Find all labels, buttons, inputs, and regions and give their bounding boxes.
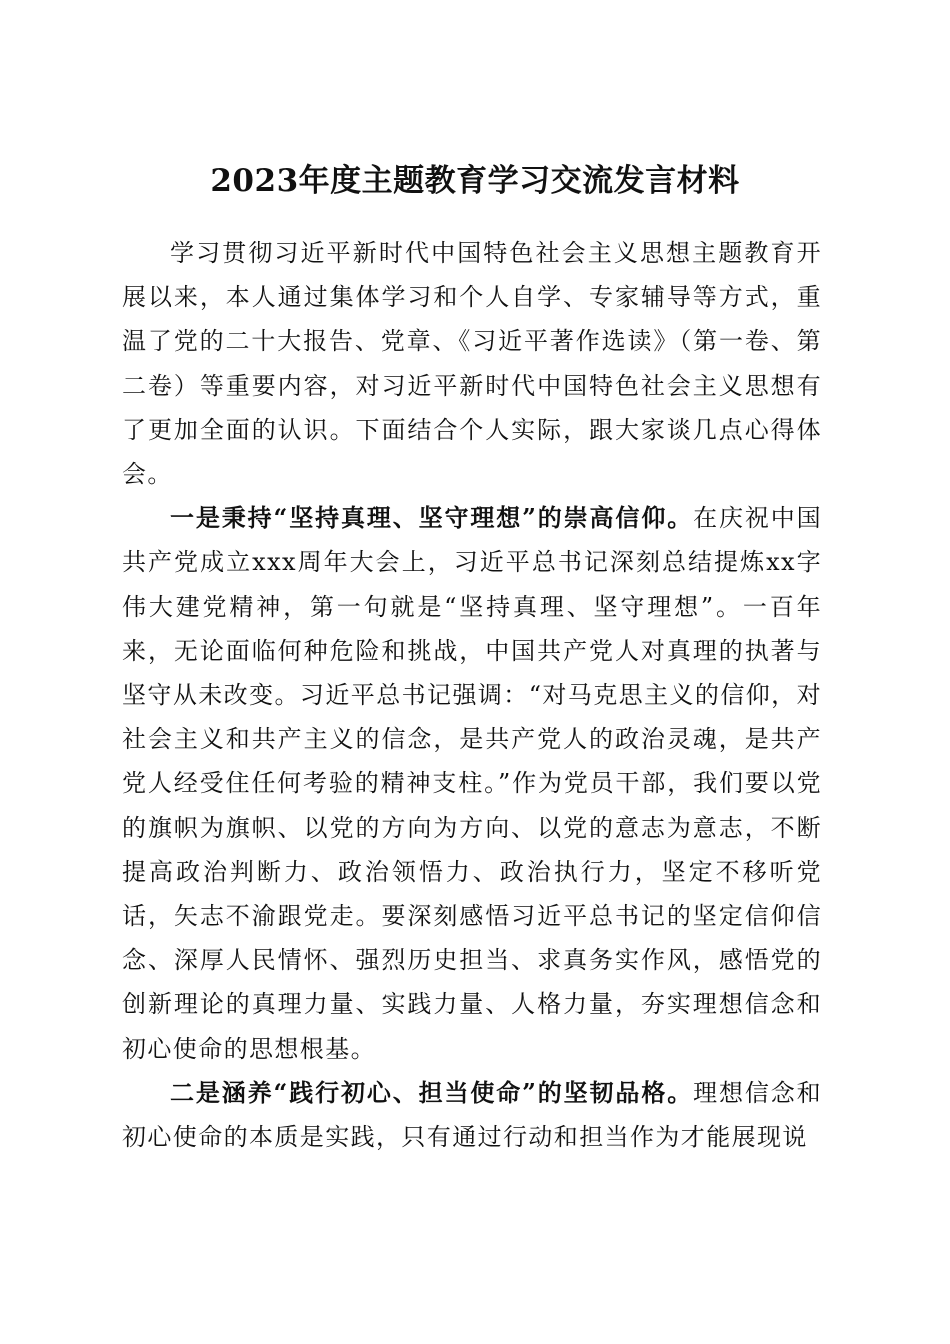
paragraph-point-one-text: 在庆祝中国共产党成立xxx周年大会上，习近平总书记深刻总结提炼xx字伟大建党精神，第一句就是“坚持真理、坚守理想”。一百年来，无论面临何种危险和挑战，中国共产党人对真理的执著与坚守从未改变。习近平总书记强调：“对马克思主义的信仰，对社会主义和共产主义的信念，是共产党人的政治灵魂，是共产党人经受住任何考验的精神支柱。”作为党员干部，我们要以党的旗帜为旗帜、以党的方向为方向、以党的意志为意志，不断提高政治判断力、政治领悟力、政治执行力，坚定不移听党话，矢志不渝跟党走。要深刻感悟习近平总书记的坚定信仰信念、深厚人民情怀、强烈历史担当、求真务实作风，感悟党的创新理论的真理力量、实践力量、人格力量，夯实理想信念和初心使命的思想根基。 — [122, 504, 822, 1063]
paragraph-point-one — [122, 496, 822, 1071]
paragraph-point-two-text: 理想信念和初心使命的本质是实践，只有通过行动和担当作为才能展现说 — [122, 1078, 822, 1152]
document-body — [122, 231, 822, 1159]
paragraph-intro — [122, 231, 822, 496]
paragraph-point-two — [122, 1071, 822, 1159]
paragraph-point-one-lead: 一是秉持“坚持真理、坚守理想”的崇高信仰。 — [170, 503, 694, 533]
paragraph-point-two-lead: 二是涵养“践行初心、担当使命”的坚韧品格。 — [170, 1077, 694, 1107]
paragraph-intro-text: 学习贯彻习近平新时代中国特色社会主义思想主题教育开展以来，本人通过集体学习和个人自学、专家辅导等方式，重温了党的二十大报告、党章、《习近平著作选读》（第一卷、第二卷）等重要内容，对习近平新时代中国特色社会主义思想有了更加全面的认识。下面结合个人实际，跟大家谈几点心得体会。 — [122, 239, 822, 489]
document-title: 2023年度主题教育学习交流发言材料 — [210, 162, 740, 199]
